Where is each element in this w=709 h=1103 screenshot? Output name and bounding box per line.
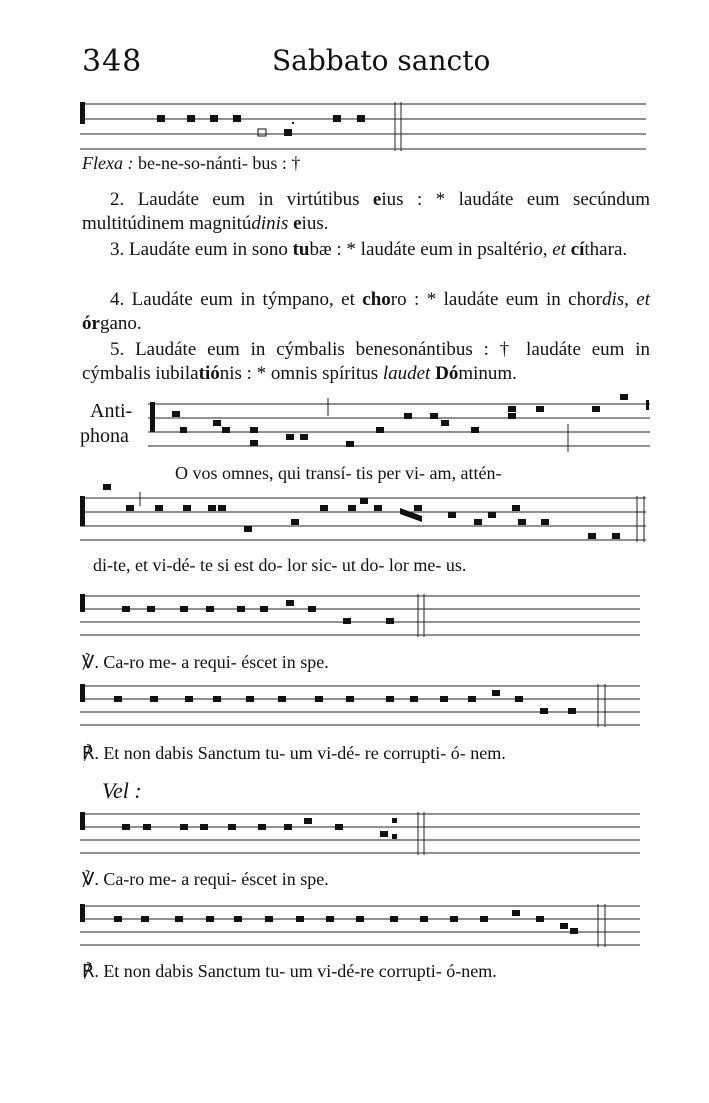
flexa-label: Flexa : [82, 153, 134, 173]
response-1: ℟. Et non dabis Sanctum tu- um vi-dé- re corrupti- ó- nem. [82, 743, 506, 763]
chant-staff-antiphon-1 [0, 396, 709, 456]
chant-staff-versicle-2 [0, 808, 709, 860]
verse-3: 3. Laudáte eum in sono tubæ : * laudáte eum in psaltério, et cíthara. [110, 239, 628, 260]
verse-4: 4. Laudáte eum in týmpano, et choro : * laudáte eum in chordis, et órgano. [82, 289, 650, 334]
antiphon-lyrics-1: O vos omnes, qui transí- tis per vi- am, attén- [175, 463, 502, 483]
chant-staff-versicle-1 [0, 590, 709, 642]
page-number: 348 [82, 44, 143, 79]
flexa-line [82, 153, 300, 174]
antiphon-label-2: phona [80, 425, 129, 447]
versicle-2: ℣. Ca-ro me- a requi- éscet in spe. [82, 869, 329, 889]
chant-staff-response-1 [0, 680, 709, 732]
page-title: Sabbato sancto [272, 44, 491, 77]
antiphon-lyrics-2: di-te, et vi-dé- te si est do- lor sic- ut do- lor me- us. [93, 555, 467, 575]
vel-label: Vel : [102, 778, 142, 803]
chant-staff-flexa [0, 98, 709, 154]
verse-5: 5. Laudáte eum in cýmbalis benesonántibus : † laudáte eum in cýmbalis iubilatiónis : * omnis spíritus laudet Dóminum. [82, 339, 651, 384]
response-2: ℟. Et non dabis Sanctum tu- um vi-dé-re corrupti- ó-nem. [82, 961, 497, 981]
versicle-1: ℣. Ca-ro me- a requi- éscet in spe. [82, 652, 329, 672]
verse-2: 2. Laudáte eum in virtútibus eius : * laudáte eum secúndum multitúdinem magnitúdinis eius. [82, 189, 651, 234]
antiphon-label-1: Anti- [90, 400, 133, 422]
chant-staff-antiphon-2 [0, 486, 709, 548]
chant-staff-response-2 [0, 900, 709, 952]
flexa-text: be-ne-so-nánti- bus : † [137, 153, 301, 173]
